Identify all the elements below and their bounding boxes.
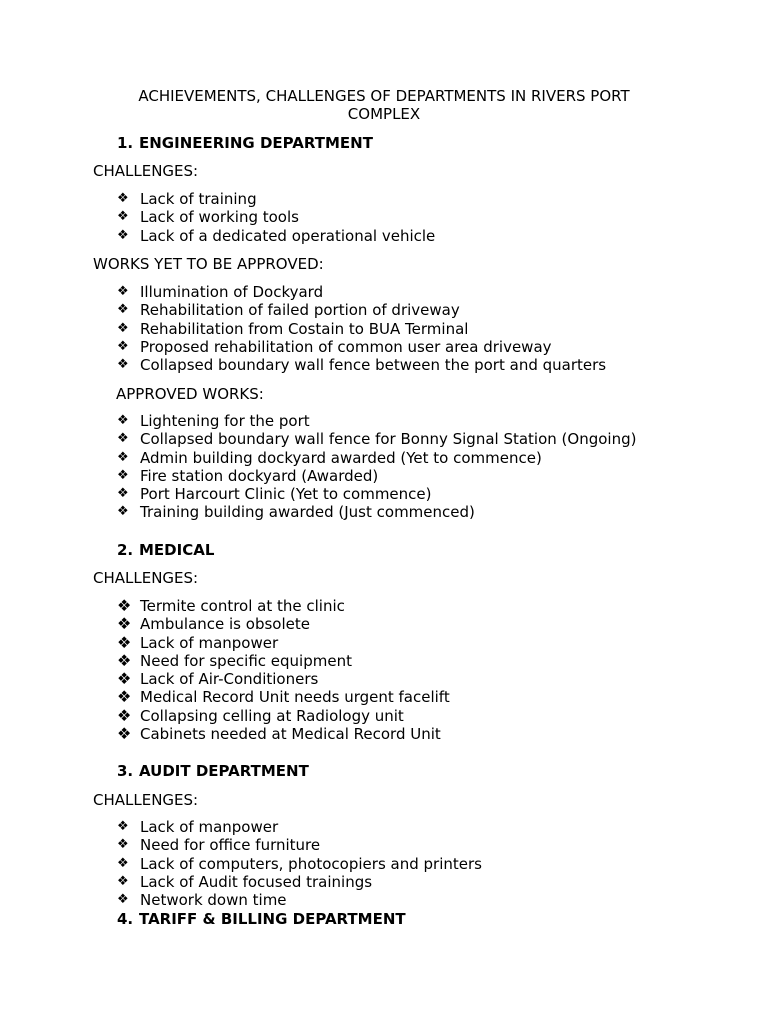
diamond-bullet-icon: ❖	[117, 596, 132, 615]
list-item	[117, 891, 482, 909]
engineering-challenges-list	[117, 190, 435, 245]
list-item-text: Fire station dockyard (Awarded)	[140, 466, 379, 485]
list-item	[117, 725, 450, 743]
list-item	[117, 227, 435, 245]
list-item	[117, 485, 636, 503]
list-item	[117, 412, 636, 430]
page-title: ACHIEVEMENTS, CHALLENGES OF DEPARTMENTS IN RIVERS PORT COMPLEX	[138, 87, 630, 123]
list-item	[117, 652, 450, 670]
list-item-text: Rehabilitation of failed portion of driveway	[140, 301, 460, 320]
pending-works-list	[117, 283, 606, 374]
list-item	[117, 707, 450, 725]
list-item	[117, 855, 482, 873]
list-item-text: Lack of computers, photocopiers and printers	[140, 854, 482, 873]
diamond-bullet-icon: ❖	[117, 486, 129, 502]
challenges-label: CHALLENGES:	[93, 791, 199, 809]
diamond-bullet-icon: ❖	[117, 302, 129, 318]
diamond-bullet-icon: ❖	[117, 467, 129, 483]
approved-works-label: APPROVED WORKS:	[116, 385, 264, 403]
list-item	[117, 503, 636, 521]
diamond-bullet-icon: ❖	[117, 357, 129, 373]
list-item-text: Admin building dockyard awarded (Yet to commence)	[140, 448, 542, 467]
list-item	[117, 688, 450, 706]
diamond-bullet-icon: ❖	[117, 338, 129, 354]
diamond-bullet-icon: ❖	[117, 320, 129, 336]
list-item-text: Proposed rehabilitation of common user area driveway	[140, 337, 552, 356]
list-item	[117, 320, 606, 338]
list-item	[117, 818, 482, 836]
list-item-text: Ambulance is obsolete	[140, 615, 310, 634]
diamond-bullet-icon: ❖	[117, 227, 129, 243]
section-title: MEDICAL	[139, 541, 215, 559]
list-item-text: Lack of manpower	[140, 633, 279, 652]
list-item-text: Need for specific equipment	[140, 651, 352, 670]
diamond-bullet-icon: ❖	[117, 837, 129, 853]
diamond-bullet-icon: ❖	[117, 724, 132, 744]
list-item	[117, 449, 636, 467]
medical-challenges-list	[117, 597, 450, 743]
section-title: TARIFF & BILLING DEPARTMENT	[139, 910, 406, 928]
list-item	[117, 873, 482, 891]
list-item	[117, 430, 636, 448]
approved-works-list	[117, 412, 636, 522]
list-item	[117, 670, 450, 688]
diamond-bullet-icon: ❖	[117, 650, 132, 670]
list-item	[117, 283, 606, 301]
list-item-text: Training building awarded (Just commenced)	[140, 503, 475, 522]
list-item	[117, 356, 606, 374]
diamond-bullet-icon: ❖	[117, 209, 129, 225]
list-item	[117, 190, 435, 208]
list-item	[117, 836, 482, 854]
list-item	[117, 597, 450, 615]
audit-challenges-list	[117, 818, 482, 909]
diamond-bullet-icon: ❖	[117, 687, 132, 707]
list-item	[117, 634, 450, 652]
challenges-label: CHALLENGES:	[93, 569, 199, 587]
list-item-text: Lack of training	[140, 190, 257, 208]
section-heading-medical	[117, 541, 214, 559]
diamond-bullet-icon: ❖	[117, 284, 129, 299]
list-item	[117, 615, 450, 633]
diamond-bullet-icon: ❖	[117, 191, 129, 206]
section-heading-tariff	[117, 910, 406, 928]
section-title: AUDIT DEPARTMENT	[139, 762, 309, 780]
list-item-text: Cabinets needed at Medical Record Unit	[140, 725, 441, 744]
list-item-text: Collapsed boundary wall fence for Bonny Signal Station (Ongoing)	[140, 430, 637, 449]
list-item	[117, 301, 606, 319]
pending-works-label: WORKS YET TO BE APPROVED:	[93, 255, 324, 273]
diamond-bullet-icon: ❖	[117, 413, 129, 428]
diamond-bullet-icon: ❖	[117, 632, 132, 652]
diamond-bullet-icon: ❖	[117, 614, 132, 634]
diamond-bullet-icon: ❖	[117, 449, 129, 465]
list-item-text: Network down time	[140, 891, 287, 910]
list-item-text: Lack of Audit focused trainings	[140, 872, 373, 891]
list-item	[117, 338, 606, 356]
list-item	[117, 208, 435, 226]
list-item-text: Medical Record Unit needs urgent facelift	[140, 688, 450, 707]
diamond-bullet-icon: ❖	[117, 873, 129, 889]
list-item-text: Termite control at the clinic	[140, 597, 345, 615]
diamond-bullet-icon: ❖	[117, 819, 129, 834]
diamond-bullet-icon: ❖	[117, 504, 129, 520]
challenges-label: CHALLENGES:	[93, 162, 199, 180]
section-number: 2.	[117, 541, 134, 559]
section-title: ENGINEERING DEPARTMENT	[139, 134, 373, 152]
section-number: 3.	[117, 762, 134, 780]
list-item-text: Port Harcourt Clinic (Yet to commence)	[140, 485, 432, 504]
list-item-text: Rehabilitation from Costain to BUA Terminal	[140, 319, 469, 338]
section-heading-audit	[117, 762, 309, 780]
section-number: 1.	[117, 134, 134, 152]
list-item-text: Lack of manpower	[140, 818, 279, 836]
list-item-text: Lack of Air-Conditioners	[140, 670, 319, 689]
list-item-text: Lack of working tools	[140, 208, 299, 227]
list-item-text: Lack of a dedicated operational vehicle	[140, 226, 436, 245]
list-item-text: Collapsed boundary wall fence between the port and quarters	[140, 356, 607, 375]
list-item-text: Illumination of Dockyard	[140, 283, 324, 301]
list-item-text: Lightening for the port	[140, 412, 310, 430]
diamond-bullet-icon: ❖	[117, 669, 132, 689]
section-number: 4.	[117, 910, 134, 928]
list-item	[117, 467, 636, 485]
diamond-bullet-icon: ❖	[117, 892, 129, 908]
diamond-bullet-icon: ❖	[117, 431, 129, 447]
diamond-bullet-icon: ❖	[117, 855, 129, 871]
section-heading-engineering	[117, 134, 373, 152]
list-item-text: Collapsing celling at Radiology unit	[140, 706, 404, 725]
diamond-bullet-icon: ❖	[117, 705, 132, 725]
list-item-text: Need for office furniture	[140, 836, 321, 855]
